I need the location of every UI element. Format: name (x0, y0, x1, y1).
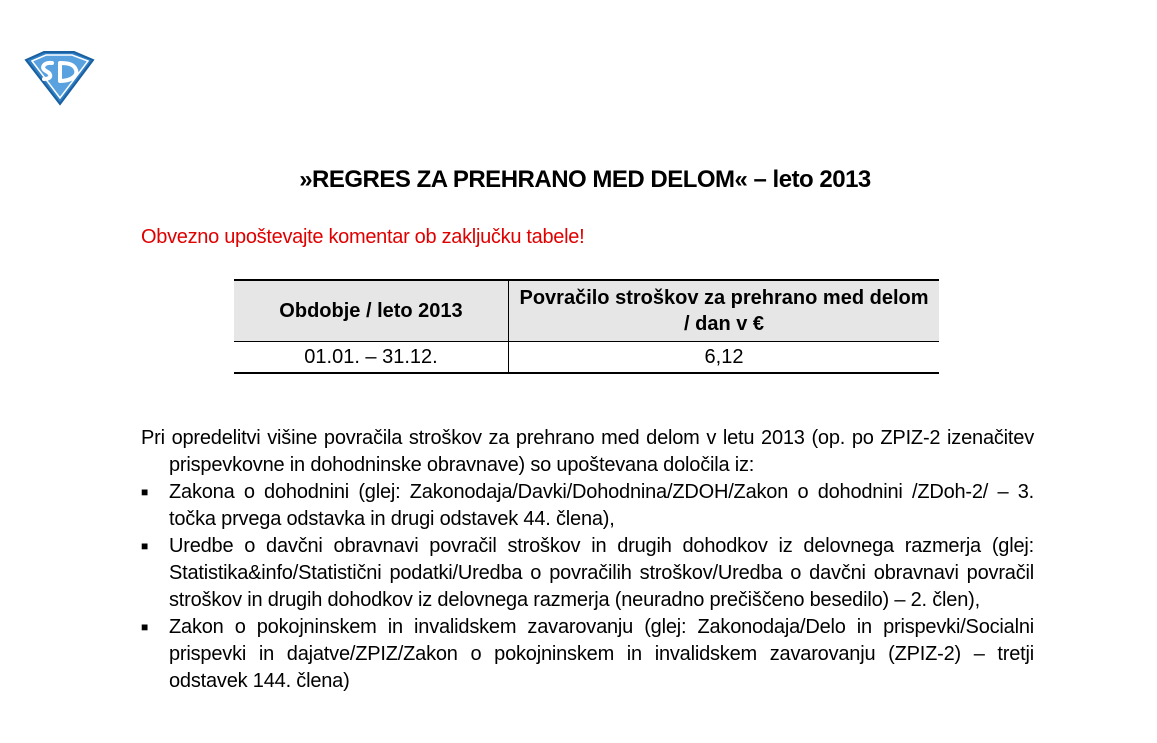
list-item (141, 479, 1034, 533)
table-row (234, 342, 939, 374)
list-item-text: Zakona o dohodnini (glej: Zakonodaja/Davki/Dohodnina/ZDOH/Zakon o dohodnini /ZDoh-2/ – 3. točka prvega odstavka in drugi odstavek 44. člena), (169, 481, 1034, 530)
square-bullet-icon: ■ (141, 620, 149, 634)
square-bullet-icon: ■ (141, 485, 149, 499)
sd-shield-logo-icon (22, 50, 96, 106)
table-header-row (234, 280, 939, 342)
list-item (141, 614, 1034, 695)
table-header: Povračilo stroškov za prehrano med delom / dan v € (509, 280, 940, 342)
square-bullet-icon: ■ (141, 539, 149, 553)
reference-list (141, 479, 1034, 695)
rates-table (234, 279, 939, 374)
list-item-text: Uredbe o davčni obravnavi povračil stroškov in drugih dohodkov iz delovnega razmerja (glej: Statistika&info/Statistični podatki/Uredba o povračilih stroškov/Uredba o davčni obravnavi povračil stroškov in drugih dohodkov iz delovnega razmerja (neuradno prečiščeno besedilo) – 2. člen), (169, 535, 1034, 611)
page-title: »REGRES ZA PREHRANO MED DELOM« – leto 2013 (299, 166, 871, 193)
table-cell: 01.01. – 31.12. (234, 342, 509, 374)
list-item (141, 533, 1034, 614)
list-item-text: Zakon o pokojninskem in invalidskem zavarovanju (glej: Zakonodaja/Delo in prispevki/Socialni prispevki in dajatve/ZPIZ/Zakon o pokojninskem in invalidskem zavarovanju (ZPIZ-2) – tretji odstavek 144. člena) (169, 616, 1034, 692)
table-header: Obdobje / leto 2013 (234, 280, 509, 342)
body-text (141, 425, 1034, 695)
notice-text: Obvezno upoštevajte komentar ob zaključku tabele! (141, 226, 585, 248)
table-cell: 6,12 (509, 342, 940, 374)
intro-paragraph: Pri opredelitvi višine povračila stroškov za prehrano med delom v letu 2013 (op. po ZPIZ-2 izenačitev prispevkovne in dohodninske obravnave) so upoštevana določila iz: (141, 427, 1034, 476)
